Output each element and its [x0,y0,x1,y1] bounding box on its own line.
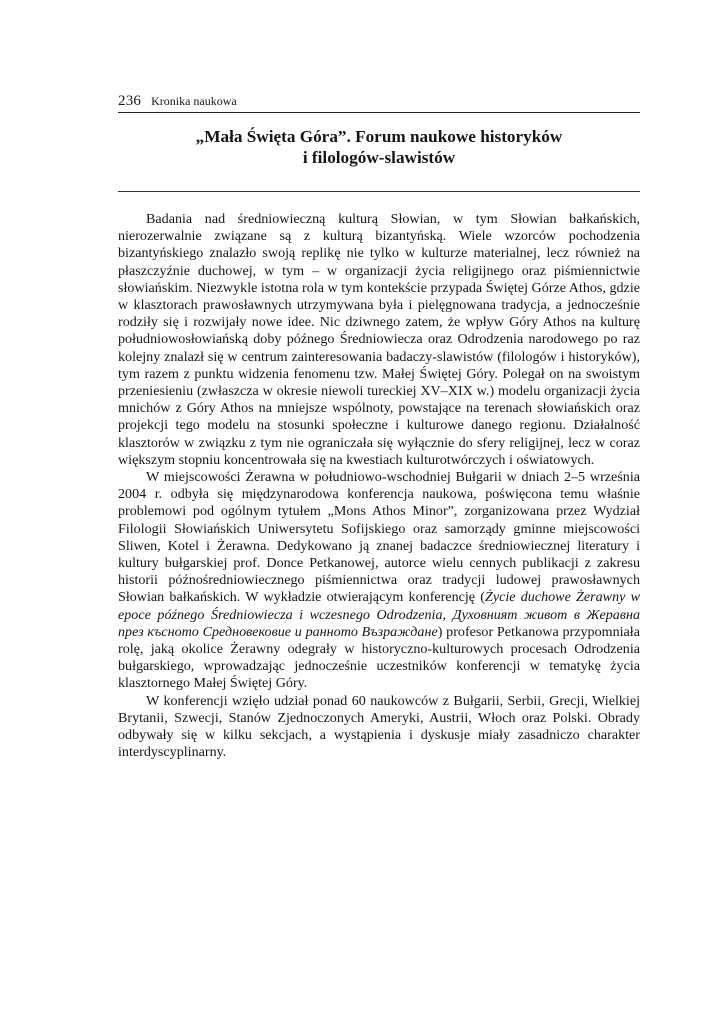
paragraph-2 [118,469,640,693]
page-number: 236 [118,93,142,109]
lecture-title: Życie duchowe Żerawny w epoce późnego Średniowiecza i wczesnego Odrodzenia, Духовният живот в Жеравна през късното Средновековие и ранното Възраждане [118,589,640,640]
title-divider [118,191,640,192]
paragraph-2-text-end: ) profesor Petkanowa przypomniała rolę, jaką okolice Żerawny odegrały w historyczno-kulturowych procesach Odrodzenia bułgarskiego, wprowadzając jednocześnie uczestników konferencji w tematykę życia klasztornego Małej Świętej Góry. [118,623,640,692]
running-header [118,92,640,113]
article-title-line-1: „Mała Święta Góra”. Forum naukowe historyków [195,127,563,146]
article-title-line-2: i filologów-slawistów [302,148,456,167]
article-body [118,211,640,762]
article-title [118,126,640,168]
paragraph-1: Badania nad średniowieczną kulturą Słowian, w tym Słowian bałkańskich, nierozerwalnie związane są z kulturą bizantyńską. Wiele wzorców pochodzenia bizantyńskiego znalazło swoją replikę nie tylko w kulturze materialnej, lecz również na płaszczyźnie duchowej, w tym – w organizacji życia religijnego oraz piśmiennictwie słowiańskim. Niezwykle istotna rola w tym kontekście przypada Świętej Górze Athos, gdzie w klasztorach prawosławnych utrzymywana była i pielęgnowana tradycja, a jednocześnie rodziły się i rozwijały nowe idee. Nic dziwnego zatem, że wpływ Góry Athos na kulturę południowosłowiańską doby późnego Średniowiecza oraz Odrodzenia narodowego po raz kolejny znalazł się w centrum zainteresowania badaczy-slawistów (filologów i historyków), tym razem z punktu widzenia fenomenu tzw. Małej Świętej Góry. Polegał on na swoistym przeniesieniu (zwłaszcza w okresie niewoli tureckiej XV–XIX w.) modelu organizacji życia mnichów z Góry Athos na mniejsze wspólnoty, powstające na terenach słowiańskich oraz projekcji tego modelu na stosunki społeczne i kulturowe danego regionu. Działalność klasztorów w związku z tym nie ograniczała się wyłącznie do sfery religijnej, lecz w coraz większym stopniu koncentrowała się na kwestiach kulturotwórczych i oświatowych. [118,211,640,468]
paragraph-3: W konferencji wzięło udział ponad 60 naukowców z Bułgarii, Serbii, Grecji, Wielkiej Brytanii, Szwecji, Stanów Zjednoczonych Ameryki, Austrii, Włoch oraz Polski. Obrady odbywały się w kilku sekcjach, a wystąpienia i dyskusje miały zasadniczo charakter interdyscyplinarny. [118,692,640,761]
section-name: Kronika naukowa [151,94,237,108]
paragraph-2-text-start: W miejscowości Żerawna w południowo-wschodniej Bułgarii w dniach 2–5 września 2004 r. odbyła się międzynarodowa konferencja naukowa, poświęcona temu właśnie problemowi pod ogólnym tytułem „Mons Athos Minor”, zorganizowana przez Wydział Filologii Słowiańskich Uniwersytetu Sofijskiego oraz samorządy gminne miejscowości Sliwen, Kotel i Żerawna. Dedykowano ją znanej badaczce średniowiecznej literatury i kultury bułgarskiej prof. Donce Petkanowej, autorce wielu cennych publikacji z zakresu historii późnośredniowiecznego piśmiennictwa oraz tradycji ludowej prawosławnych Słowian bałkańskich. W wykładzie otwierającym konferencję ( [118,469,640,606]
